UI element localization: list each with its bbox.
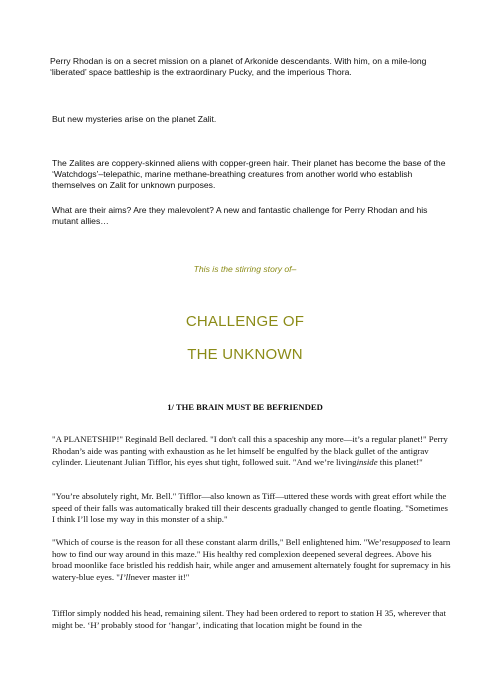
book-title-line-2: THE UNKNOWN [187,346,303,363]
body-paragraph-4: Tifflor simply nodded his head, remaining silent. They had been ordered to report to station H 35, wherever that might be. ‘H’ probably stood for ‘hangar’, indicating that location might be found in the [52,608,446,630]
body-paragraph-1-emphasis: inside [356,457,378,468]
body-paragraph-3-text-a: "Which of course is the reason for all these constant alarm drills," Bell enlightened him. "We’re [52,537,389,547]
body-paragraph-1-text-a: "A PLANETSHIP!" Reginald Bell declared. "I don't call this a spaceship any more—it’s a regular planet!" Perry Rhodan’s aide was panting with exhaustion as he let himself be engulfed by the black gullet of the antigrav cylinder. Lieutenant Julian Tifflor, his eyes shut tight, followed suit. "And we’re living [52,434,448,468]
chapter-heading: 1/ THE BRAIN MUST BE BEFRIENDED [167,402,323,412]
body-paragraph-2: "You’re absolutely right, Mr. Bell." Tifflor—also known as Tiff—uttered these words with great effort while the speed of their falls was automatically braked till their descents gradually changed to gentle floating. "Sometimes I think I’ll lose my way in this monster of a ship." [52,491,448,525]
blurb-paragraph-2: But new mysteries arise on the planet Zalit. [52,114,217,124]
body-paragraph-3-text-b: to learn how to find our way around in this maze." His healthy red complexion deepened several degrees. Above his broad moonlike face bristled his reddish hair, while anger and amusement alternately fought for supremacy in his watery-blue eyes. " [52,537,451,582]
body-paragraph-3 [52,537,452,583]
story-tagline: This is the stirring story of– [193,264,297,274]
body-paragraph-1 [52,434,452,469]
blurb-paragraph-3: The Zalites are coppery-skinned aliens with copper-green hair. Their planet has become the base of the ‘Watchdogs’–telepathic, marine methane-breathing creatures from another world who establish themselves on Zalit for unknown purposes. [52,158,446,190]
blurb-paragraph-4: What are their aims? Are they malevolent? A new and fantastic challenge for Perry Rhodan and his mutant allies… [52,205,428,226]
body-paragraph-3-emphasis-2: I’ll [119,571,131,582]
body-paragraph-3-text-c: never master it!" [130,571,190,582]
body-paragraph-1-text-b: this planet!" [377,457,423,468]
body-paragraph-3-emphasis-1: supposed [388,537,422,547]
book-title-line-1: CHALLENGE OF [185,313,305,330]
blurb-paragraph-1: Perry Rhodan is on a secret mission on a planet of Arkonide descendants. With him, on a mile-long ‘liberated’ space battleship is the extraordinary Pucky, and the imperious Thora. [50,56,427,77]
